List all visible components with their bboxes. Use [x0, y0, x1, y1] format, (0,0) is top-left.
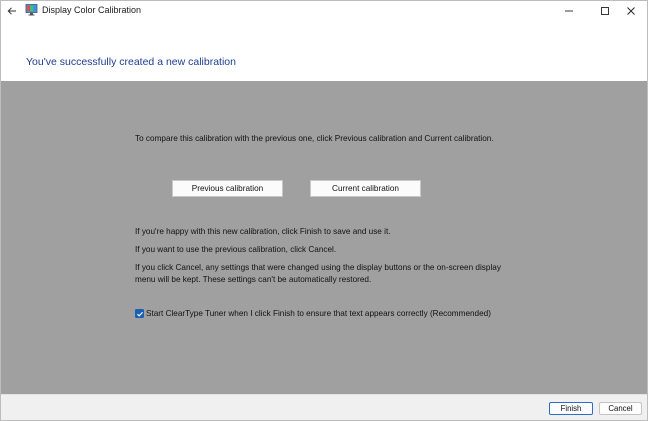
finish-instructions: If you're happy with this new calibration, click Finish to save and use it. — [135, 227, 391, 236]
close-button[interactable] — [613, 1, 648, 21]
checkmark-icon — [136, 310, 144, 318]
maximize-icon — [600, 6, 610, 16]
cleartype-label[interactable]: Start ClearType Tuner when I click Finish to ensure that text appears correctly (Recommended) — [146, 309, 491, 318]
previous-calibration-button[interactable]: Previous calibration — [172, 180, 283, 197]
cancel-button[interactable]: Cancel — [599, 402, 642, 415]
compare-instructions: To compare this calibration with the previous one, click Previous calibration and Current calibration. — [135, 134, 494, 143]
display-calibration-app-icon — [25, 3, 39, 17]
finish-button[interactable]: Finish — [549, 402, 593, 415]
current-calibration-button[interactable]: Current calibration — [310, 180, 421, 197]
cancel-instructions: If you want to use the previous calibration, click Cancel. — [135, 245, 337, 254]
minimize-button[interactable] — [551, 1, 587, 21]
cancel-warning-line-2: menu will be kept. These settings can't be automatically restored. — [135, 275, 372, 284]
page-title: You've successfully created a new calibration — [26, 56, 236, 68]
calibration-content — [1, 81, 647, 394]
window-title: Display Color Calibration — [42, 5, 142, 15]
arrow-left-icon — [7, 6, 17, 16]
minimize-icon — [564, 6, 574, 16]
back-button[interactable] — [3, 2, 21, 20]
title-bar — [1, 1, 647, 21]
cancel-warning-line-1: If you click Cancel, any settings that were changed using the display buttons or the on-screen display — [135, 263, 501, 272]
cleartype-checkbox[interactable] — [135, 309, 144, 318]
close-icon — [626, 6, 636, 16]
footer-bar — [1, 394, 647, 420]
